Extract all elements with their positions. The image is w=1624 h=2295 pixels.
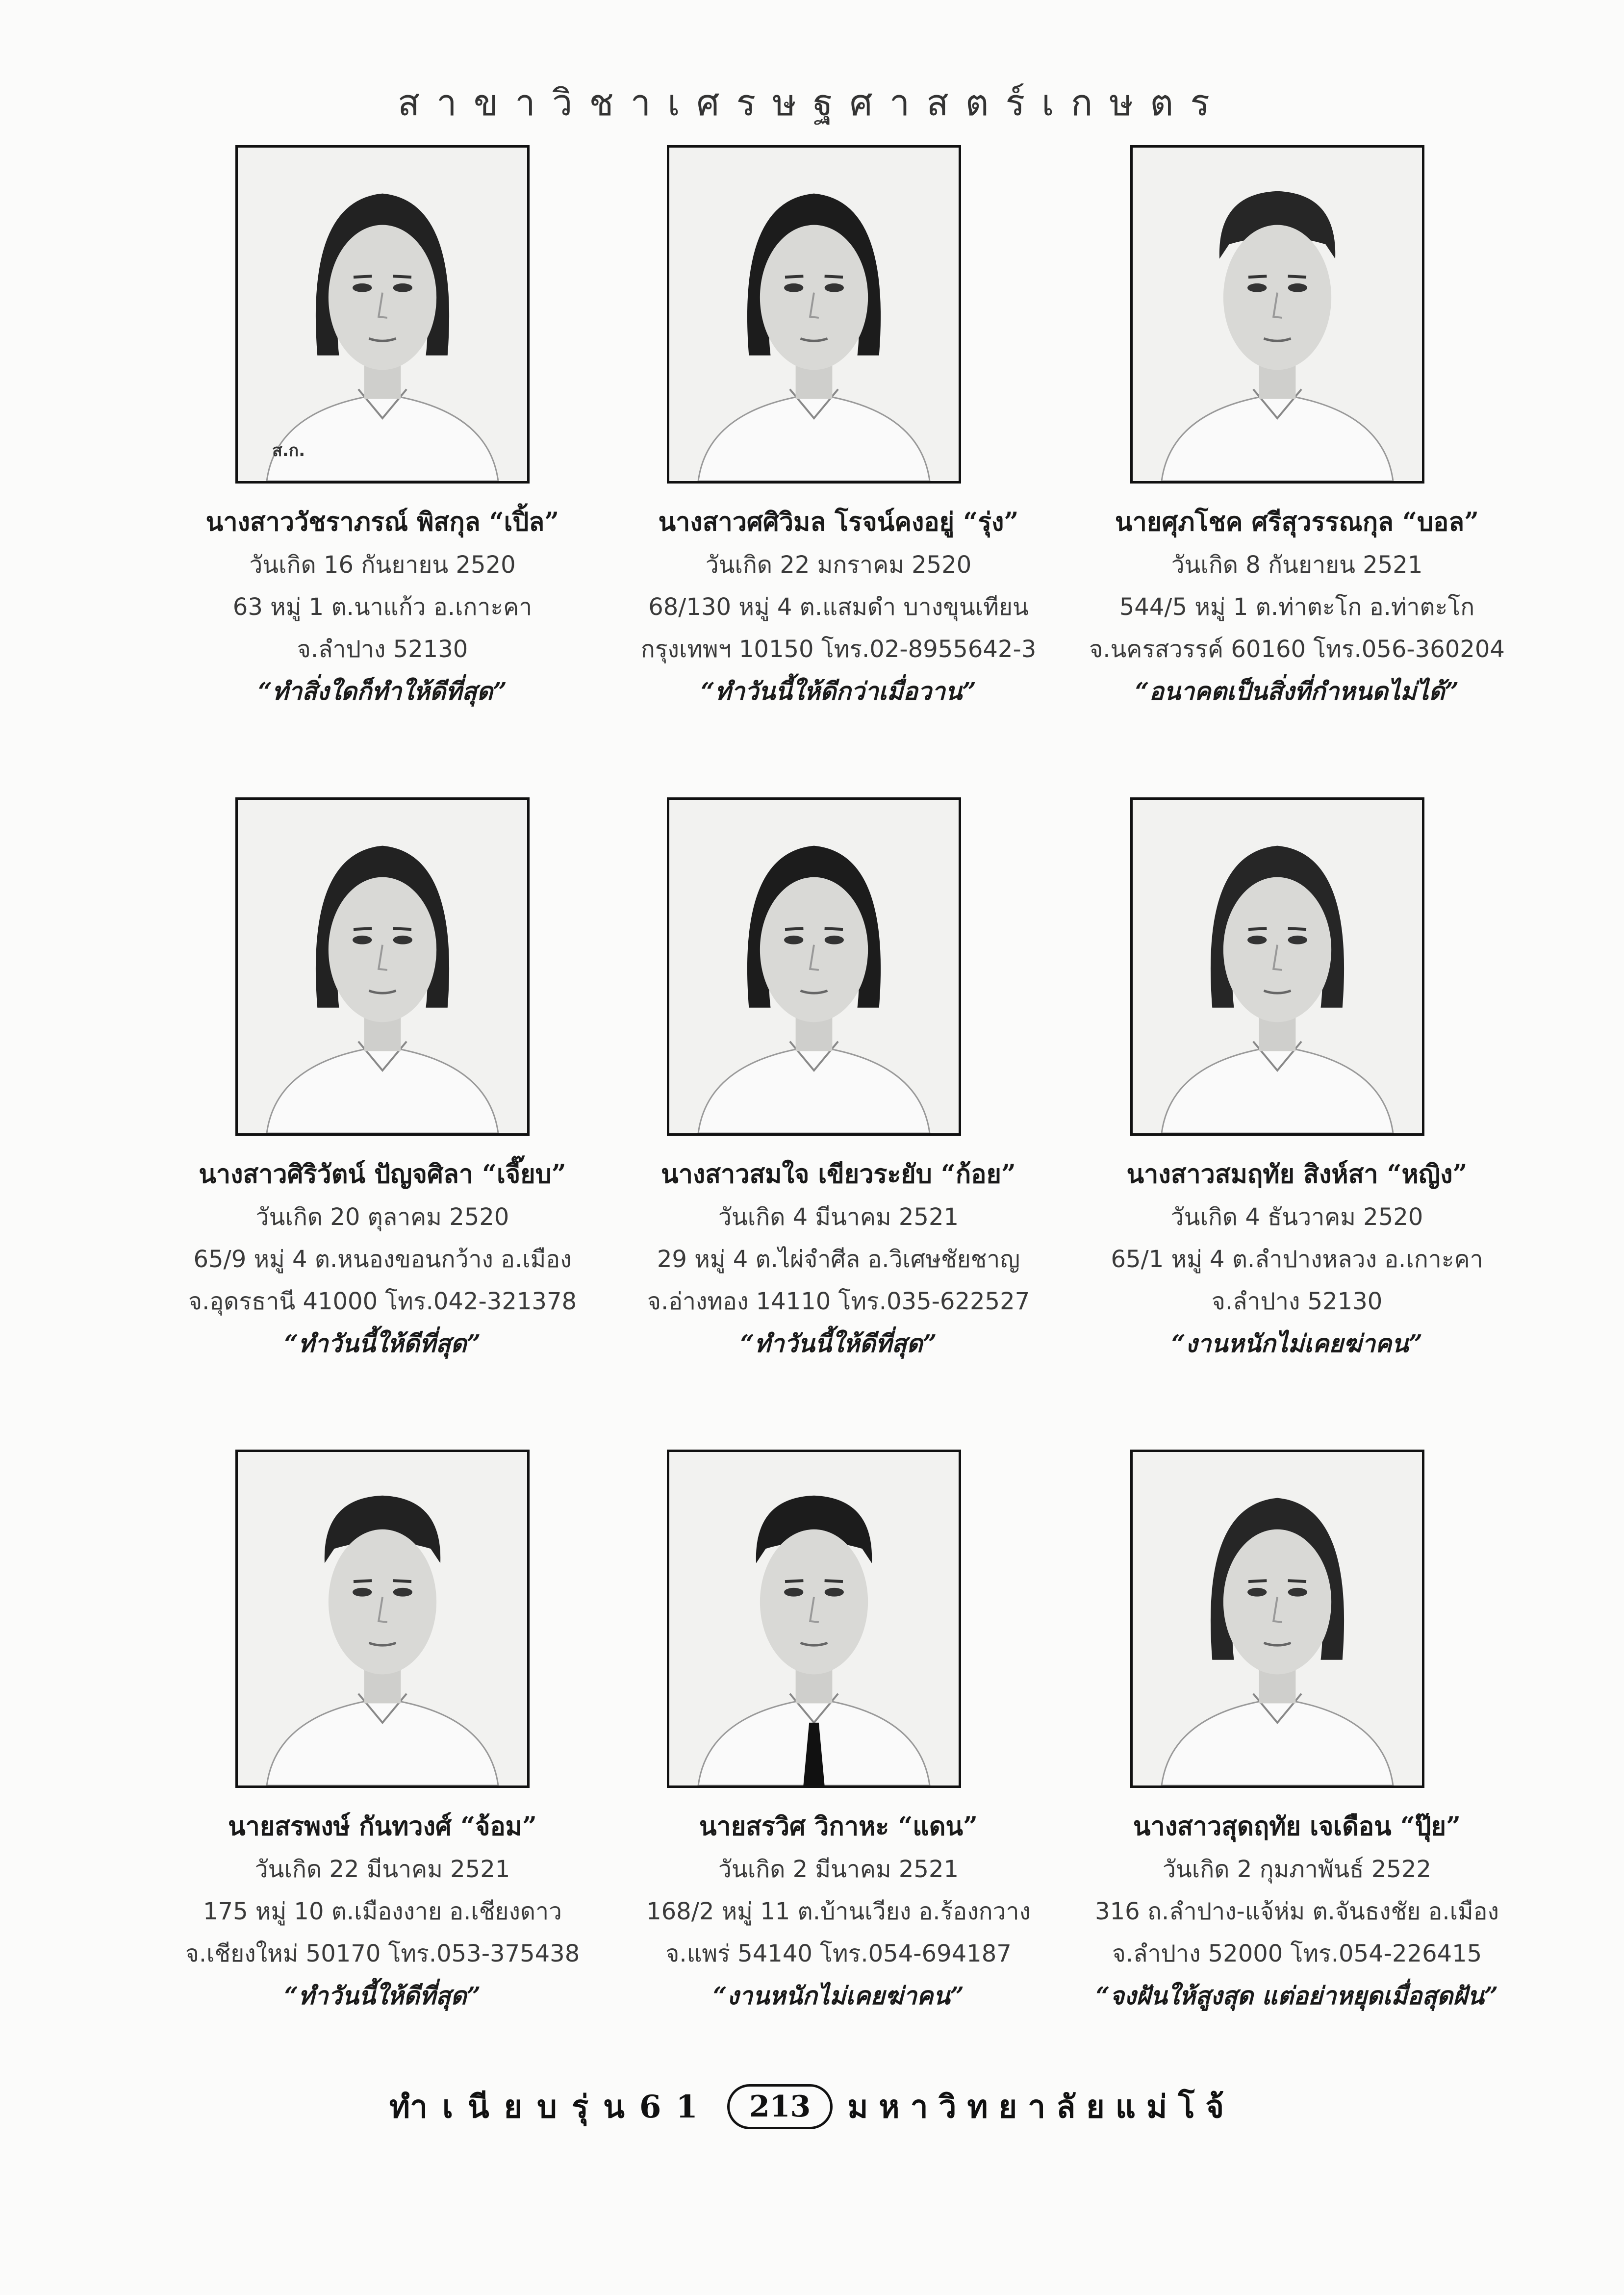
footer-university-label: มหาวิทยาลัยแม่โจ้: [847, 2089, 1235, 2125]
profile-card: [147, 145, 618, 734]
portrait-photo: [235, 1450, 530, 1788]
portrait-photo: [1130, 145, 1424, 484]
profile-name: นางสาววัชราภรณ์ พิสกุล “เปิ้ล”: [205, 507, 559, 537]
profile-name: นางสาวศิริวัตน์ ปัญจศิลา “เจี๊ยบ”: [199, 1159, 566, 1189]
profile-birth: วันเกิด 16 กันยายน 2520: [249, 551, 516, 579]
profile-info: [1062, 1805, 1532, 2017]
profile-card: [147, 1450, 618, 2038]
profile-motto: “งานหนักไม่เคยฆ่าคน”: [712, 1981, 964, 2010]
profile-card: [147, 797, 618, 1386]
profile-addr2: จ.เชียงใหม่ 50170 โทร.053-375438: [185, 1940, 580, 1967]
profile-grid: [162, 145, 1505, 2010]
profile-info: [603, 1153, 1074, 1365]
profile-addr2: จ.แพร่ 54140 โทร.054-694187: [665, 1940, 1012, 1967]
profile-motto: “ทำวันนี้ให้ดีที่สุด”: [284, 1329, 481, 1358]
profile-addr2: จ.ลำปาง 52000 โทร.054-226415: [1112, 1940, 1482, 1967]
profile-info: [147, 1153, 618, 1365]
profile-birth: วันเกิด 22 มกราคม 2520: [705, 551, 972, 579]
profile-birth: วันเกิด 20 ตุลาคม 2520: [255, 1203, 509, 1231]
profile-addr1: 168/2 หมู่ 11 ต.บ้านเวียง อ.ร้องกวาง: [646, 1898, 1031, 1925]
profile-motto: “งานหนักไม่เคยฆ่าคน”: [1171, 1329, 1423, 1358]
profile-birth: วันเกิด 8 กันยายน 2521: [1171, 551, 1423, 579]
profile-birth: วันเกิด 4 มีนาคม 2521: [718, 1203, 959, 1231]
profile-addr1: 68/130 หมู่ 4 ต.แสมดำ บางขุนเทียน: [648, 593, 1029, 621]
profile-addr2: จ.ลำปาง 52130: [1211, 1288, 1383, 1315]
profile-card: [1062, 145, 1532, 734]
profile-addr1: 175 หมู่ 10 ต.เมืองงาย อ.เชียงดาว: [203, 1898, 562, 1925]
profile-motto: “อนาคตเป็นสิ่งที่กำหนดไม่ได้”: [1135, 677, 1459, 706]
profile-card: [603, 145, 1074, 734]
profile-info: [147, 501, 618, 713]
profile-motto: “จงฝันให้สูงสุด แต่อย่าหยุดเมื่อสุดฝัน”: [1095, 1981, 1498, 2010]
profile-birth: วันเกิด 22 มีนาคม 2521: [254, 1856, 510, 1883]
profile-addr1: 65/1 หมู่ 4 ต.ลำปางหลวง อ.เกาะคา: [1111, 1246, 1483, 1273]
portrait-photo: [667, 797, 961, 1136]
profile-name: นายสรวิศ วิกาหะ “แดน”: [699, 1811, 978, 1841]
profile-addr2: จ.นครสวรรค์ 60160 โทร.056-360204: [1089, 636, 1505, 663]
profile-name: นางสาวสมฤทัย สิงห์สา “หญิง”: [1126, 1159, 1468, 1189]
profile-addr1: 63 หมู่ 1 ต.นาแก้ว อ.เกาะคา: [232, 593, 533, 621]
page-number: 213: [727, 2084, 833, 2129]
profile-info: [603, 1805, 1074, 2017]
profile-info: [603, 501, 1074, 713]
profile-info: [1062, 501, 1532, 713]
portrait-photo: [235, 797, 530, 1136]
page-footer: [0, 2082, 1624, 2132]
profile-info: [147, 1805, 618, 2017]
profile-card: [1062, 1450, 1532, 2038]
profile-name: นายศุภโชค ศรีสุวรรณกุล “บอล”: [1115, 507, 1479, 537]
portrait-photo: [667, 145, 961, 484]
profile-motto: “ทำสิ่งใดก็ทำให้ดีที่สุด”: [258, 677, 507, 706]
profile-card: [603, 797, 1074, 1386]
profile-addr1: 316 ถ.ลำปาง-แจ้ห่ม ต.จันธงชัย อ.เมือง: [1095, 1898, 1499, 1925]
profile-info: [1062, 1153, 1532, 1365]
portrait-photo: [1130, 797, 1424, 1136]
profile-motto: “ทำวันนี้ให้ดีกว่าเมื่อวาน”: [701, 677, 976, 706]
profile-addr1: 65/9 หมู่ 4 ต.หนองขอนกว้าง อ.เมือง: [193, 1246, 572, 1273]
profile-card: [1062, 797, 1532, 1386]
profile-birth: วันเกิด 4 ธันวาคม 2520: [1170, 1203, 1423, 1231]
profile-addr2: จ.อ่างทอง 14110 โทร.035-622527: [647, 1288, 1030, 1315]
page-title: สาขาวิชาเศรษฐศาสตร์เกษตร: [398, 82, 1226, 124]
profile-addr1: 544/5 หมู่ 1 ต.ท่าตะโก อ.ท่าตะโก: [1119, 593, 1475, 621]
profile-motto: “ทำวันนี้ให้ดีที่สุด”: [284, 1981, 481, 2010]
footer-yearbook-label: ทำเนียบรุ่น61: [389, 2089, 712, 2125]
profile-card: [603, 1450, 1074, 2038]
profile-addr2: จ.อุดรธานี 41000 โทร.042-321378: [188, 1288, 577, 1315]
profile-addr1: 29 หมู่ 4 ต.ไผ่จำศีล อ.วิเศษชัยชาญ: [657, 1246, 1020, 1273]
profile-name: นางสาวศศิวิมล โรจน์คงอยู่ “รุ่ง”: [658, 507, 1019, 537]
profile-addr2: กรุงเทพฯ 10150 โทร.02-8955642-3: [640, 636, 1037, 663]
profile-motto: “ทำวันนี้ให้ดีที่สุด”: [740, 1329, 937, 1358]
portrait-photo: [1130, 1450, 1424, 1788]
shirt-emblem: ส.ก.: [272, 441, 305, 460]
portrait-photo: [667, 1450, 961, 1788]
portrait-photo: [235, 145, 530, 484]
profile-birth: วันเกิด 2 กุมภาพันธ์ 2522: [1163, 1856, 1431, 1883]
profile-birth: วันเกิด 2 มีนาคม 2521: [718, 1856, 959, 1883]
profile-name: นางสาวสมใจ เขียวระยับ “ก้อย”: [661, 1159, 1016, 1189]
profile-addr2: จ.ลำปาง 52130: [297, 636, 468, 663]
profile-name: นายสรพงษ์ กันทวงศ์ “จ้อม”: [228, 1811, 537, 1841]
profile-name: นางสาวสุดฤทัย เจเดือน “ปุ๊ย”: [1133, 1811, 1461, 1841]
